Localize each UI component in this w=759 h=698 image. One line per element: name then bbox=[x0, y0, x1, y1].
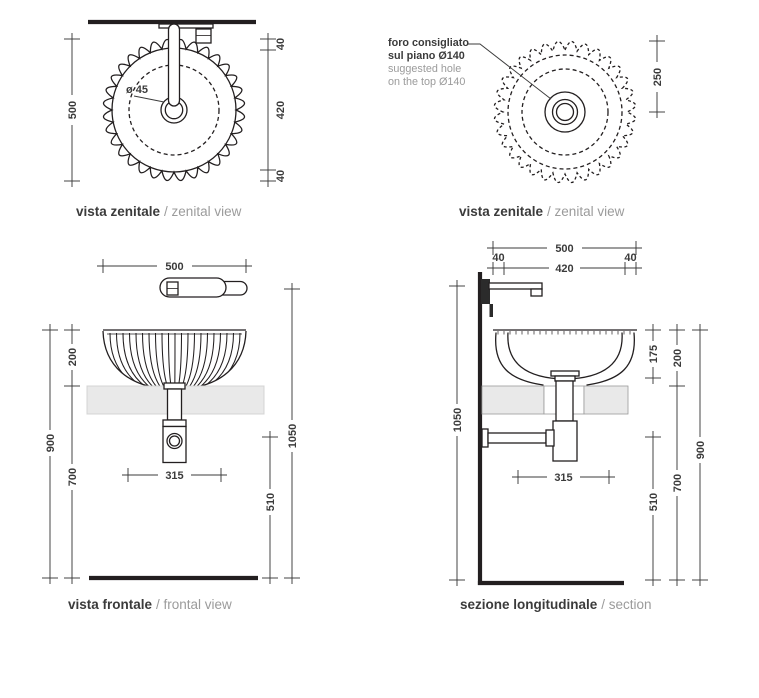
svg-text:500: 500 bbox=[66, 100, 79, 120]
drain-pipe bbox=[168, 389, 182, 420]
note-line-english-2: on the top Ø140 bbox=[388, 76, 466, 88]
caption-light-text: / zenital view bbox=[547, 204, 625, 219]
faucet-handle bbox=[490, 304, 494, 317]
dim-500-top bbox=[97, 259, 252, 273]
rim-flute-ticks bbox=[498, 331, 630, 335]
caption-light-text: / frontal view bbox=[156, 597, 232, 612]
suggested-hole-circle bbox=[545, 92, 585, 132]
caption-frontal bbox=[68, 597, 232, 612]
drain-pipe bbox=[556, 381, 573, 421]
svg-text:900: 900 bbox=[694, 440, 707, 460]
svg-text:315: 315 bbox=[554, 472, 573, 484]
dim-315-trap bbox=[122, 468, 227, 482]
svg-text:500: 500 bbox=[555, 243, 574, 255]
view-zenital-left bbox=[64, 22, 287, 187]
bowl-wall-right bbox=[587, 333, 634, 385]
caption-bold-text: vista zenitale bbox=[76, 204, 161, 219]
waste-pipe bbox=[488, 433, 546, 443]
dim-315-trap bbox=[512, 470, 615, 484]
dim-510-right bbox=[262, 431, 278, 584]
faucet-handle bbox=[196, 29, 211, 43]
hole-note-leader-line bbox=[467, 44, 551, 99]
svg-text:1050: 1050 bbox=[451, 407, 464, 433]
dim-500-top bbox=[487, 241, 642, 255]
faucet-spout bbox=[169, 24, 180, 106]
bowl-wall-left bbox=[496, 333, 543, 385]
dim-175-510 bbox=[645, 324, 661, 586]
svg-text:200: 200 bbox=[671, 348, 684, 368]
trap-collar bbox=[163, 420, 186, 427]
dim-40-420-40-right bbox=[260, 33, 287, 187]
dim-250-right bbox=[649, 35, 665, 118]
note-line-english-1: suggested hole bbox=[388, 63, 462, 75]
svg-text:900: 900 bbox=[44, 433, 57, 453]
svg-text:700: 700 bbox=[671, 473, 684, 493]
note-line-italian-2: sul piano Ø140 bbox=[388, 50, 465, 62]
svg-text:420: 420 bbox=[555, 263, 574, 275]
basin-rim-dashed-circle bbox=[508, 55, 622, 169]
svg-text:200: 200 bbox=[66, 347, 79, 367]
caption-zenital-right bbox=[459, 204, 624, 219]
caption-bold-text: vista zenitale bbox=[459, 204, 544, 219]
drain-flange bbox=[164, 383, 185, 389]
svg-text:1050: 1050 bbox=[286, 423, 299, 449]
view-frontal bbox=[42, 259, 300, 584]
dim-1050-left bbox=[449, 280, 465, 586]
waste-pipe-wall-flange bbox=[482, 429, 488, 447]
caption-section bbox=[460, 597, 652, 612]
faucet-mount-plate bbox=[159, 24, 213, 28]
faucet-spout bbox=[489, 283, 542, 289]
basin-scalloped-edge-dashed bbox=[494, 41, 635, 182]
svg-text:40: 40 bbox=[492, 252, 505, 264]
note-line-italian-1: foro consigliato bbox=[388, 37, 469, 49]
drain-diameter-label: ø 45 bbox=[126, 84, 149, 96]
dim-500-left bbox=[64, 33, 80, 187]
dim-900-right bbox=[692, 324, 708, 586]
view-zenital-right bbox=[467, 35, 665, 183]
countertop-section bbox=[482, 386, 628, 414]
basin-bottom-dashed-circle bbox=[522, 69, 608, 155]
suggested-hole-note bbox=[388, 37, 469, 89]
dim-200-700 bbox=[669, 324, 685, 586]
svg-text:510: 510 bbox=[264, 492, 277, 512]
drain-flange bbox=[551, 371, 579, 376]
svg-text:40: 40 bbox=[624, 252, 637, 264]
faucet-section bbox=[481, 279, 542, 317]
dim-40-420-40 bbox=[487, 252, 642, 275]
faucet-spout-tip bbox=[531, 289, 542, 296]
caption-light-text: / section bbox=[601, 597, 652, 612]
waste-pipe-collar bbox=[546, 430, 554, 446]
dim-200-700-left bbox=[64, 324, 80, 584]
faucet-front-view bbox=[160, 278, 247, 297]
svg-text:175: 175 bbox=[647, 344, 660, 364]
svg-text:510: 510 bbox=[647, 492, 660, 512]
dim-1050-right bbox=[284, 283, 300, 584]
svg-text:420: 420 bbox=[274, 100, 287, 120]
view-section bbox=[449, 241, 708, 586]
drain-and-trap-section bbox=[482, 371, 579, 461]
svg-text:40: 40 bbox=[274, 169, 287, 183]
dim-900-left bbox=[42, 324, 58, 584]
caption-bold-text: sezione longitudinale bbox=[460, 597, 598, 612]
trap-body bbox=[553, 421, 577, 461]
svg-text:315: 315 bbox=[165, 470, 184, 482]
svg-text:40: 40 bbox=[274, 37, 287, 51]
basin-bowl bbox=[103, 330, 246, 389]
drain-leader-line bbox=[134, 96, 164, 102]
svg-text:250: 250 bbox=[651, 67, 664, 87]
caption-light-text: / zenital view bbox=[164, 204, 242, 219]
caption-bold-text: vista frontale bbox=[68, 597, 153, 612]
drain-inner-circle bbox=[557, 104, 574, 121]
svg-text:700: 700 bbox=[66, 467, 79, 487]
caption-zenital-left bbox=[76, 204, 241, 219]
svg-text:500: 500 bbox=[165, 261, 184, 273]
trap-body bbox=[163, 427, 186, 463]
